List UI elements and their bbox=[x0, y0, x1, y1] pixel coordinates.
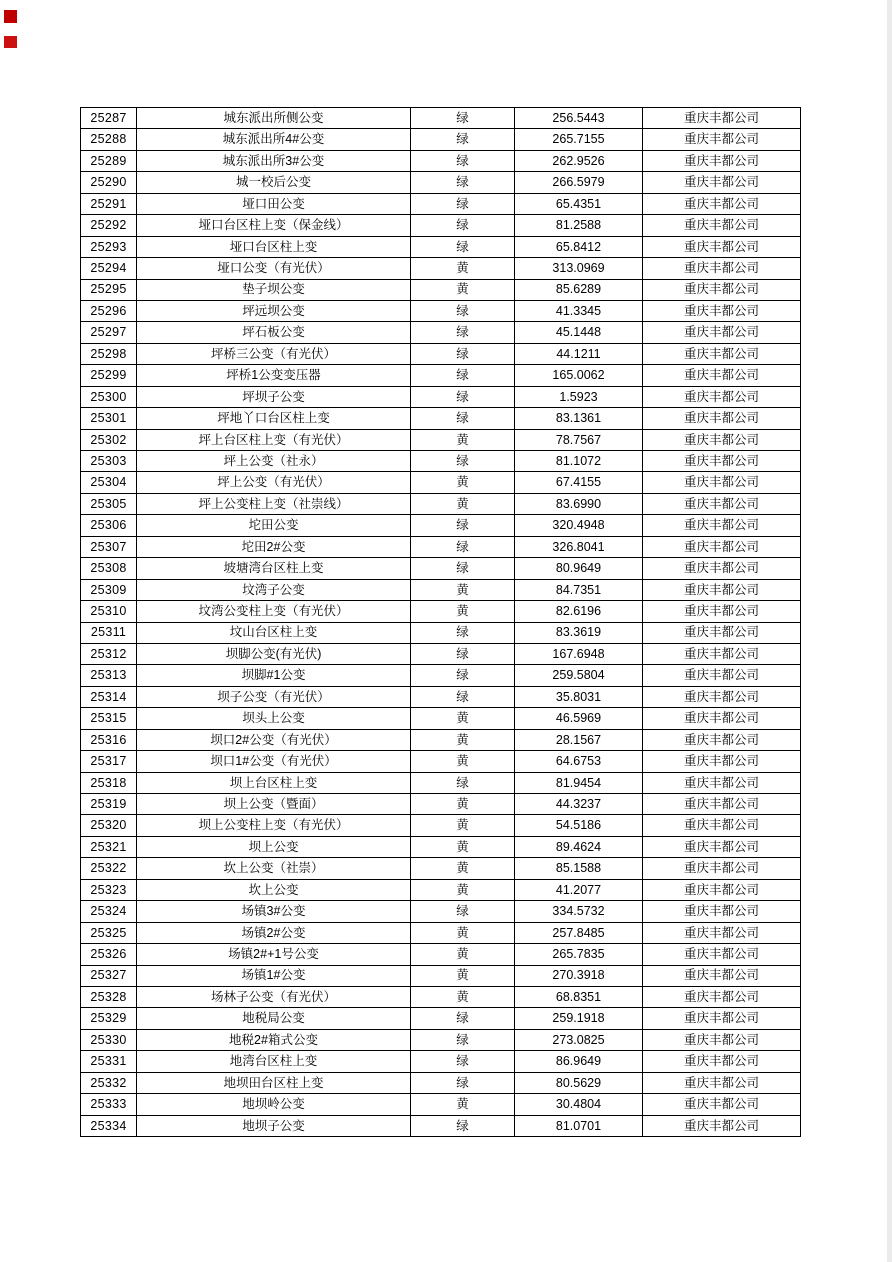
table-row bbox=[81, 150, 801, 171]
table-row bbox=[81, 794, 801, 815]
cell-company: 重庆丰都公司 bbox=[643, 686, 801, 707]
cell-name: 地坝田台区柱上变 bbox=[137, 1072, 411, 1093]
page-edge-shade bbox=[887, 0, 892, 1262]
cell-name: 垭口台区柱上变（保金线） bbox=[137, 215, 411, 236]
cell-value: 67.4155 bbox=[515, 472, 643, 493]
cell-company: 重庆丰都公司 bbox=[643, 258, 801, 279]
cell-value: 270.3918 bbox=[515, 965, 643, 986]
cell-company: 重庆丰都公司 bbox=[643, 858, 801, 879]
cell-id: 25324 bbox=[81, 901, 137, 922]
cell-value: 257.8485 bbox=[515, 922, 643, 943]
cell-name: 城东派出所侧公变 bbox=[137, 108, 411, 129]
cell-value: 320.4948 bbox=[515, 515, 643, 536]
cell-id: 25302 bbox=[81, 429, 137, 450]
cell-name: 坪上公变（社永） bbox=[137, 451, 411, 472]
cell-status-color: 绿 bbox=[411, 343, 515, 364]
cell-name: 坪上公变（有光伏） bbox=[137, 472, 411, 493]
cell-name: 坝上台区柱上变 bbox=[137, 772, 411, 793]
table-row bbox=[81, 129, 801, 150]
red-square-mark-top bbox=[4, 10, 17, 23]
table-row bbox=[81, 493, 801, 514]
cell-name: 垫子坝公变 bbox=[137, 279, 411, 300]
cell-company: 重庆丰都公司 bbox=[643, 643, 801, 664]
cell-status-color: 黄 bbox=[411, 922, 515, 943]
cell-name: 坝上公变柱上变（有光伏） bbox=[137, 815, 411, 836]
cell-company: 重庆丰都公司 bbox=[643, 901, 801, 922]
cell-value: 82.6196 bbox=[515, 601, 643, 622]
cell-id: 25330 bbox=[81, 1029, 137, 1050]
cell-value: 80.5629 bbox=[515, 1072, 643, 1093]
cell-value: 85.1588 bbox=[515, 858, 643, 879]
table-row bbox=[81, 558, 801, 579]
cell-status-color: 绿 bbox=[411, 386, 515, 407]
cell-name: 坪桥三公变（有光伏） bbox=[137, 343, 411, 364]
cell-id: 25289 bbox=[81, 150, 137, 171]
cell-status-color: 绿 bbox=[411, 1115, 515, 1136]
table-row bbox=[81, 836, 801, 857]
cell-status-color: 黄 bbox=[411, 944, 515, 965]
cell-status-color: 黄 bbox=[411, 279, 515, 300]
cell-value: 83.1361 bbox=[515, 408, 643, 429]
cell-id: 25296 bbox=[81, 300, 137, 321]
cell-value: 35.8031 bbox=[515, 686, 643, 707]
cell-company: 重庆丰都公司 bbox=[643, 215, 801, 236]
cell-name: 城一校后公变 bbox=[137, 172, 411, 193]
cell-company: 重庆丰都公司 bbox=[643, 1029, 801, 1050]
cell-name: 坝子公变（有光伏） bbox=[137, 686, 411, 707]
cell-name: 城东派出所4#公变 bbox=[137, 129, 411, 150]
cell-status-color: 黄 bbox=[411, 794, 515, 815]
table-row bbox=[81, 1029, 801, 1050]
cell-company: 重庆丰都公司 bbox=[643, 322, 801, 343]
cell-name: 坪上台区柱上变（有光伏） bbox=[137, 429, 411, 450]
cell-name: 地税2#箱式公变 bbox=[137, 1029, 411, 1050]
table-row bbox=[81, 536, 801, 557]
cell-id: 25290 bbox=[81, 172, 137, 193]
table-row bbox=[81, 579, 801, 600]
cell-status-color: 绿 bbox=[411, 1072, 515, 1093]
cell-id: 25310 bbox=[81, 601, 137, 622]
cell-name: 坝上公变（暨面） bbox=[137, 794, 411, 815]
cell-id: 25334 bbox=[81, 1115, 137, 1136]
table-row bbox=[81, 901, 801, 922]
cell-value: 266.5979 bbox=[515, 172, 643, 193]
cell-status-color: 绿 bbox=[411, 172, 515, 193]
cell-value: 86.9649 bbox=[515, 1051, 643, 1072]
cell-name: 坝脚#1公变 bbox=[137, 665, 411, 686]
cell-status-color: 绿 bbox=[411, 1029, 515, 1050]
cell-company: 重庆丰都公司 bbox=[643, 965, 801, 986]
cell-status-color: 绿 bbox=[411, 108, 515, 129]
cell-id: 25332 bbox=[81, 1072, 137, 1093]
cell-id: 25315 bbox=[81, 708, 137, 729]
cell-status-color: 绿 bbox=[411, 558, 515, 579]
cell-value: 167.6948 bbox=[515, 643, 643, 664]
cell-status-color: 绿 bbox=[411, 408, 515, 429]
cell-id: 25301 bbox=[81, 408, 137, 429]
table-row bbox=[81, 1072, 801, 1093]
cell-status-color: 黄 bbox=[411, 815, 515, 836]
table-row bbox=[81, 1008, 801, 1029]
table-row bbox=[81, 193, 801, 214]
cell-status-color: 绿 bbox=[411, 322, 515, 343]
cell-company: 重庆丰都公司 bbox=[643, 1008, 801, 1029]
cell-value: 80.9649 bbox=[515, 558, 643, 579]
table-row bbox=[81, 965, 801, 986]
cell-status-color: 黄 bbox=[411, 836, 515, 857]
table-row bbox=[81, 601, 801, 622]
cell-status-color: 绿 bbox=[411, 643, 515, 664]
cell-value: 81.2588 bbox=[515, 215, 643, 236]
cell-company: 重庆丰都公司 bbox=[643, 558, 801, 579]
cell-company: 重庆丰都公司 bbox=[643, 386, 801, 407]
cell-name: 地坝子公变 bbox=[137, 1115, 411, 1136]
cell-status-color: 绿 bbox=[411, 451, 515, 472]
cell-name: 坪远坝公变 bbox=[137, 300, 411, 321]
cell-company: 重庆丰都公司 bbox=[643, 108, 801, 129]
table-row bbox=[81, 279, 801, 300]
cell-name: 坝头上公变 bbox=[137, 708, 411, 729]
cell-status-color: 黄 bbox=[411, 708, 515, 729]
table-row bbox=[81, 322, 801, 343]
cell-name: 坟湾子公变 bbox=[137, 579, 411, 600]
cell-name: 坪桥1公变变压器 bbox=[137, 365, 411, 386]
table-row bbox=[81, 386, 801, 407]
cell-value: 259.1918 bbox=[515, 1008, 643, 1029]
cell-name: 地坝岭公变 bbox=[137, 1094, 411, 1115]
table-row bbox=[81, 258, 801, 279]
cell-id: 25307 bbox=[81, 536, 137, 557]
table-row bbox=[81, 429, 801, 450]
table-row bbox=[81, 472, 801, 493]
cell-id: 25323 bbox=[81, 879, 137, 900]
cell-id: 25314 bbox=[81, 686, 137, 707]
cell-name: 坪地丫口台区柱上变 bbox=[137, 408, 411, 429]
cell-company: 重庆丰都公司 bbox=[643, 408, 801, 429]
cell-value: 65.8412 bbox=[515, 236, 643, 257]
cell-company: 重庆丰都公司 bbox=[643, 343, 801, 364]
cell-status-color: 绿 bbox=[411, 772, 515, 793]
cell-company: 重庆丰都公司 bbox=[643, 365, 801, 386]
cell-company: 重庆丰都公司 bbox=[643, 794, 801, 815]
cell-value: 85.6289 bbox=[515, 279, 643, 300]
cell-id: 25326 bbox=[81, 944, 137, 965]
cell-company: 重庆丰都公司 bbox=[643, 751, 801, 772]
cell-name: 坨田公变 bbox=[137, 515, 411, 536]
cell-name: 坟湾公变柱上变（有光伏） bbox=[137, 601, 411, 622]
cell-value: 68.8351 bbox=[515, 986, 643, 1007]
table-row bbox=[81, 922, 801, 943]
cell-value: 1.5923 bbox=[515, 386, 643, 407]
cell-id: 25317 bbox=[81, 751, 137, 772]
cell-status-color: 绿 bbox=[411, 300, 515, 321]
cell-value: 334.5732 bbox=[515, 901, 643, 922]
cell-value: 273.0825 bbox=[515, 1029, 643, 1050]
cell-company: 重庆丰都公司 bbox=[643, 279, 801, 300]
table-row bbox=[81, 643, 801, 664]
cell-name: 坟山台区柱上变 bbox=[137, 622, 411, 643]
cell-value: 262.9526 bbox=[515, 150, 643, 171]
cell-company: 重庆丰都公司 bbox=[643, 815, 801, 836]
cell-id: 25305 bbox=[81, 493, 137, 514]
cell-value: 81.9454 bbox=[515, 772, 643, 793]
cell-id: 25287 bbox=[81, 108, 137, 129]
cell-id: 25322 bbox=[81, 858, 137, 879]
cell-id: 25303 bbox=[81, 451, 137, 472]
cell-company: 重庆丰都公司 bbox=[643, 729, 801, 750]
cell-status-color: 黄 bbox=[411, 258, 515, 279]
cell-status-color: 黄 bbox=[411, 965, 515, 986]
cell-value: 259.5804 bbox=[515, 665, 643, 686]
cell-company: 重庆丰都公司 bbox=[643, 429, 801, 450]
table-row bbox=[81, 365, 801, 386]
cell-id: 25312 bbox=[81, 643, 137, 664]
cell-name: 场镇1#公变 bbox=[137, 965, 411, 986]
table-row bbox=[81, 408, 801, 429]
cell-status-color: 黄 bbox=[411, 579, 515, 600]
table-row bbox=[81, 1051, 801, 1072]
cell-value: 265.7835 bbox=[515, 944, 643, 965]
cell-id: 25309 bbox=[81, 579, 137, 600]
cell-company: 重庆丰都公司 bbox=[643, 129, 801, 150]
cell-id: 25311 bbox=[81, 622, 137, 643]
table-row bbox=[81, 300, 801, 321]
cell-value: 165.0062 bbox=[515, 365, 643, 386]
cell-status-color: 绿 bbox=[411, 515, 515, 536]
cell-id: 25304 bbox=[81, 472, 137, 493]
table-row bbox=[81, 858, 801, 879]
cell-company: 重庆丰都公司 bbox=[643, 1051, 801, 1072]
cell-id: 25292 bbox=[81, 215, 137, 236]
cell-id: 25295 bbox=[81, 279, 137, 300]
cell-id: 25298 bbox=[81, 343, 137, 364]
cell-name: 地湾台区柱上变 bbox=[137, 1051, 411, 1072]
table-row bbox=[81, 751, 801, 772]
cell-status-color: 黄 bbox=[411, 472, 515, 493]
transformer-data-table bbox=[80, 107, 801, 1137]
cell-status-color: 绿 bbox=[411, 150, 515, 171]
cell-value: 89.4624 bbox=[515, 836, 643, 857]
cell-value: 313.0969 bbox=[515, 258, 643, 279]
table-row bbox=[81, 1094, 801, 1115]
cell-value: 54.5186 bbox=[515, 815, 643, 836]
table-row bbox=[81, 686, 801, 707]
cell-status-color: 黄 bbox=[411, 729, 515, 750]
cell-company: 重庆丰都公司 bbox=[643, 601, 801, 622]
cell-id: 25327 bbox=[81, 965, 137, 986]
cell-value: 41.2077 bbox=[515, 879, 643, 900]
cell-value: 256.5443 bbox=[515, 108, 643, 129]
cell-status-color: 绿 bbox=[411, 129, 515, 150]
cell-value: 44.1211 bbox=[515, 343, 643, 364]
cell-id: 25319 bbox=[81, 794, 137, 815]
cell-status-color: 黄 bbox=[411, 601, 515, 622]
cell-company: 重庆丰都公司 bbox=[643, 579, 801, 600]
cell-value: 46.5969 bbox=[515, 708, 643, 729]
cell-id: 25318 bbox=[81, 772, 137, 793]
cell-company: 重庆丰都公司 bbox=[643, 944, 801, 965]
cell-value: 64.6753 bbox=[515, 751, 643, 772]
table-row bbox=[81, 215, 801, 236]
cell-status-color: 黄 bbox=[411, 1094, 515, 1115]
cell-company: 重庆丰都公司 bbox=[643, 515, 801, 536]
cell-id: 25291 bbox=[81, 193, 137, 214]
cell-id: 25320 bbox=[81, 815, 137, 836]
cell-name: 场镇2#公变 bbox=[137, 922, 411, 943]
cell-name: 坎上公变 bbox=[137, 879, 411, 900]
table-row bbox=[81, 986, 801, 1007]
cell-status-color: 绿 bbox=[411, 215, 515, 236]
cell-value: 45.1448 bbox=[515, 322, 643, 343]
table-body bbox=[81, 108, 801, 1137]
cell-status-color: 黄 bbox=[411, 879, 515, 900]
cell-company: 重庆丰都公司 bbox=[643, 1115, 801, 1136]
cell-company: 重庆丰都公司 bbox=[643, 300, 801, 321]
cell-id: 25294 bbox=[81, 258, 137, 279]
table-row bbox=[81, 944, 801, 965]
cell-status-color: 绿 bbox=[411, 686, 515, 707]
cell-status-color: 绿 bbox=[411, 1008, 515, 1029]
table-row bbox=[81, 708, 801, 729]
cell-id: 25300 bbox=[81, 386, 137, 407]
cell-name: 场林子公变（有光伏） bbox=[137, 986, 411, 1007]
cell-status-color: 黄 bbox=[411, 858, 515, 879]
cell-id: 25308 bbox=[81, 558, 137, 579]
table-row bbox=[81, 515, 801, 536]
table-row bbox=[81, 879, 801, 900]
cell-company: 重庆丰都公司 bbox=[643, 986, 801, 1007]
cell-name: 场镇2#+1号公变 bbox=[137, 944, 411, 965]
cell-status-color: 绿 bbox=[411, 365, 515, 386]
cell-value: 81.0701 bbox=[515, 1115, 643, 1136]
cell-name: 坝口2#公变（有光伏） bbox=[137, 729, 411, 750]
cell-company: 重庆丰都公司 bbox=[643, 536, 801, 557]
cell-status-color: 黄 bbox=[411, 986, 515, 1007]
cell-id: 25313 bbox=[81, 665, 137, 686]
cell-name: 坝脚公变(有光伏) bbox=[137, 643, 411, 664]
cell-id: 25333 bbox=[81, 1094, 137, 1115]
cell-value: 41.3345 bbox=[515, 300, 643, 321]
cell-name: 坪石板公变 bbox=[137, 322, 411, 343]
cell-company: 重庆丰都公司 bbox=[643, 150, 801, 171]
cell-company: 重庆丰都公司 bbox=[643, 1072, 801, 1093]
cell-company: 重庆丰都公司 bbox=[643, 1094, 801, 1115]
cell-company: 重庆丰都公司 bbox=[643, 836, 801, 857]
cell-id: 25306 bbox=[81, 515, 137, 536]
cell-value: 65.4351 bbox=[515, 193, 643, 214]
cell-company: 重庆丰都公司 bbox=[643, 708, 801, 729]
cell-status-color: 绿 bbox=[411, 1051, 515, 1072]
cell-company: 重庆丰都公司 bbox=[643, 622, 801, 643]
transformer-table-container bbox=[80, 107, 800, 1137]
cell-value: 44.3237 bbox=[515, 794, 643, 815]
cell-company: 重庆丰都公司 bbox=[643, 472, 801, 493]
cell-name: 坪坝子公变 bbox=[137, 386, 411, 407]
cell-name: 城东派出所3#公变 bbox=[137, 150, 411, 171]
table-row bbox=[81, 729, 801, 750]
cell-id: 25329 bbox=[81, 1008, 137, 1029]
table-row bbox=[81, 108, 801, 129]
cell-company: 重庆丰都公司 bbox=[643, 172, 801, 193]
cell-name: 场镇3#公变 bbox=[137, 901, 411, 922]
table-row bbox=[81, 172, 801, 193]
cell-id: 25288 bbox=[81, 129, 137, 150]
cell-status-color: 绿 bbox=[411, 236, 515, 257]
cell-name: 地税局公变 bbox=[137, 1008, 411, 1029]
cell-id: 25321 bbox=[81, 836, 137, 857]
cell-name: 坝口1#公变（有光伏） bbox=[137, 751, 411, 772]
cell-name: 坎上公变（社崇） bbox=[137, 858, 411, 879]
table-row bbox=[81, 815, 801, 836]
cell-company: 重庆丰都公司 bbox=[643, 772, 801, 793]
cell-company: 重庆丰都公司 bbox=[643, 193, 801, 214]
cell-status-color: 绿 bbox=[411, 622, 515, 643]
cell-name: 坪上公变柱上变（社崇线） bbox=[137, 493, 411, 514]
cell-value: 81.1072 bbox=[515, 451, 643, 472]
cell-company: 重庆丰都公司 bbox=[643, 451, 801, 472]
cell-value: 83.6990 bbox=[515, 493, 643, 514]
cell-name: 坡塘湾台区柱上变 bbox=[137, 558, 411, 579]
cell-company: 重庆丰都公司 bbox=[643, 922, 801, 943]
cell-company: 重庆丰都公司 bbox=[643, 665, 801, 686]
cell-value: 83.3619 bbox=[515, 622, 643, 643]
cell-status-color: 黄 bbox=[411, 493, 515, 514]
cell-name: 垭口公变（有光伏） bbox=[137, 258, 411, 279]
table-row bbox=[81, 451, 801, 472]
table-row bbox=[81, 622, 801, 643]
cell-company: 重庆丰都公司 bbox=[643, 493, 801, 514]
table-row bbox=[81, 343, 801, 364]
cell-company: 重庆丰都公司 bbox=[643, 236, 801, 257]
cell-value: 28.1567 bbox=[515, 729, 643, 750]
cell-value: 78.7567 bbox=[515, 429, 643, 450]
cell-name: 垭口田公变 bbox=[137, 193, 411, 214]
table-row bbox=[81, 236, 801, 257]
cell-status-color: 绿 bbox=[411, 536, 515, 557]
cell-status-color: 绿 bbox=[411, 193, 515, 214]
cell-status-color: 黄 bbox=[411, 429, 515, 450]
cell-id: 25299 bbox=[81, 365, 137, 386]
cell-id: 25293 bbox=[81, 236, 137, 257]
cell-status-color: 黄 bbox=[411, 751, 515, 772]
cell-status-color: 绿 bbox=[411, 901, 515, 922]
cell-name: 坨田2#公变 bbox=[137, 536, 411, 557]
cell-id: 25328 bbox=[81, 986, 137, 1007]
cell-name: 坝上公变 bbox=[137, 836, 411, 857]
cell-status-color: 绿 bbox=[411, 665, 515, 686]
cell-company: 重庆丰都公司 bbox=[643, 879, 801, 900]
table-row bbox=[81, 665, 801, 686]
table-row bbox=[81, 1115, 801, 1136]
red-square-mark-bottom bbox=[4, 36, 17, 48]
cell-value: 265.7155 bbox=[515, 129, 643, 150]
cell-value: 84.7351 bbox=[515, 579, 643, 600]
cell-id: 25331 bbox=[81, 1051, 137, 1072]
cell-id: 25325 bbox=[81, 922, 137, 943]
cell-id: 25297 bbox=[81, 322, 137, 343]
cell-value: 326.8041 bbox=[515, 536, 643, 557]
cell-name: 垭口台区柱上变 bbox=[137, 236, 411, 257]
cell-value: 30.4804 bbox=[515, 1094, 643, 1115]
cell-id: 25316 bbox=[81, 729, 137, 750]
table-row bbox=[81, 772, 801, 793]
